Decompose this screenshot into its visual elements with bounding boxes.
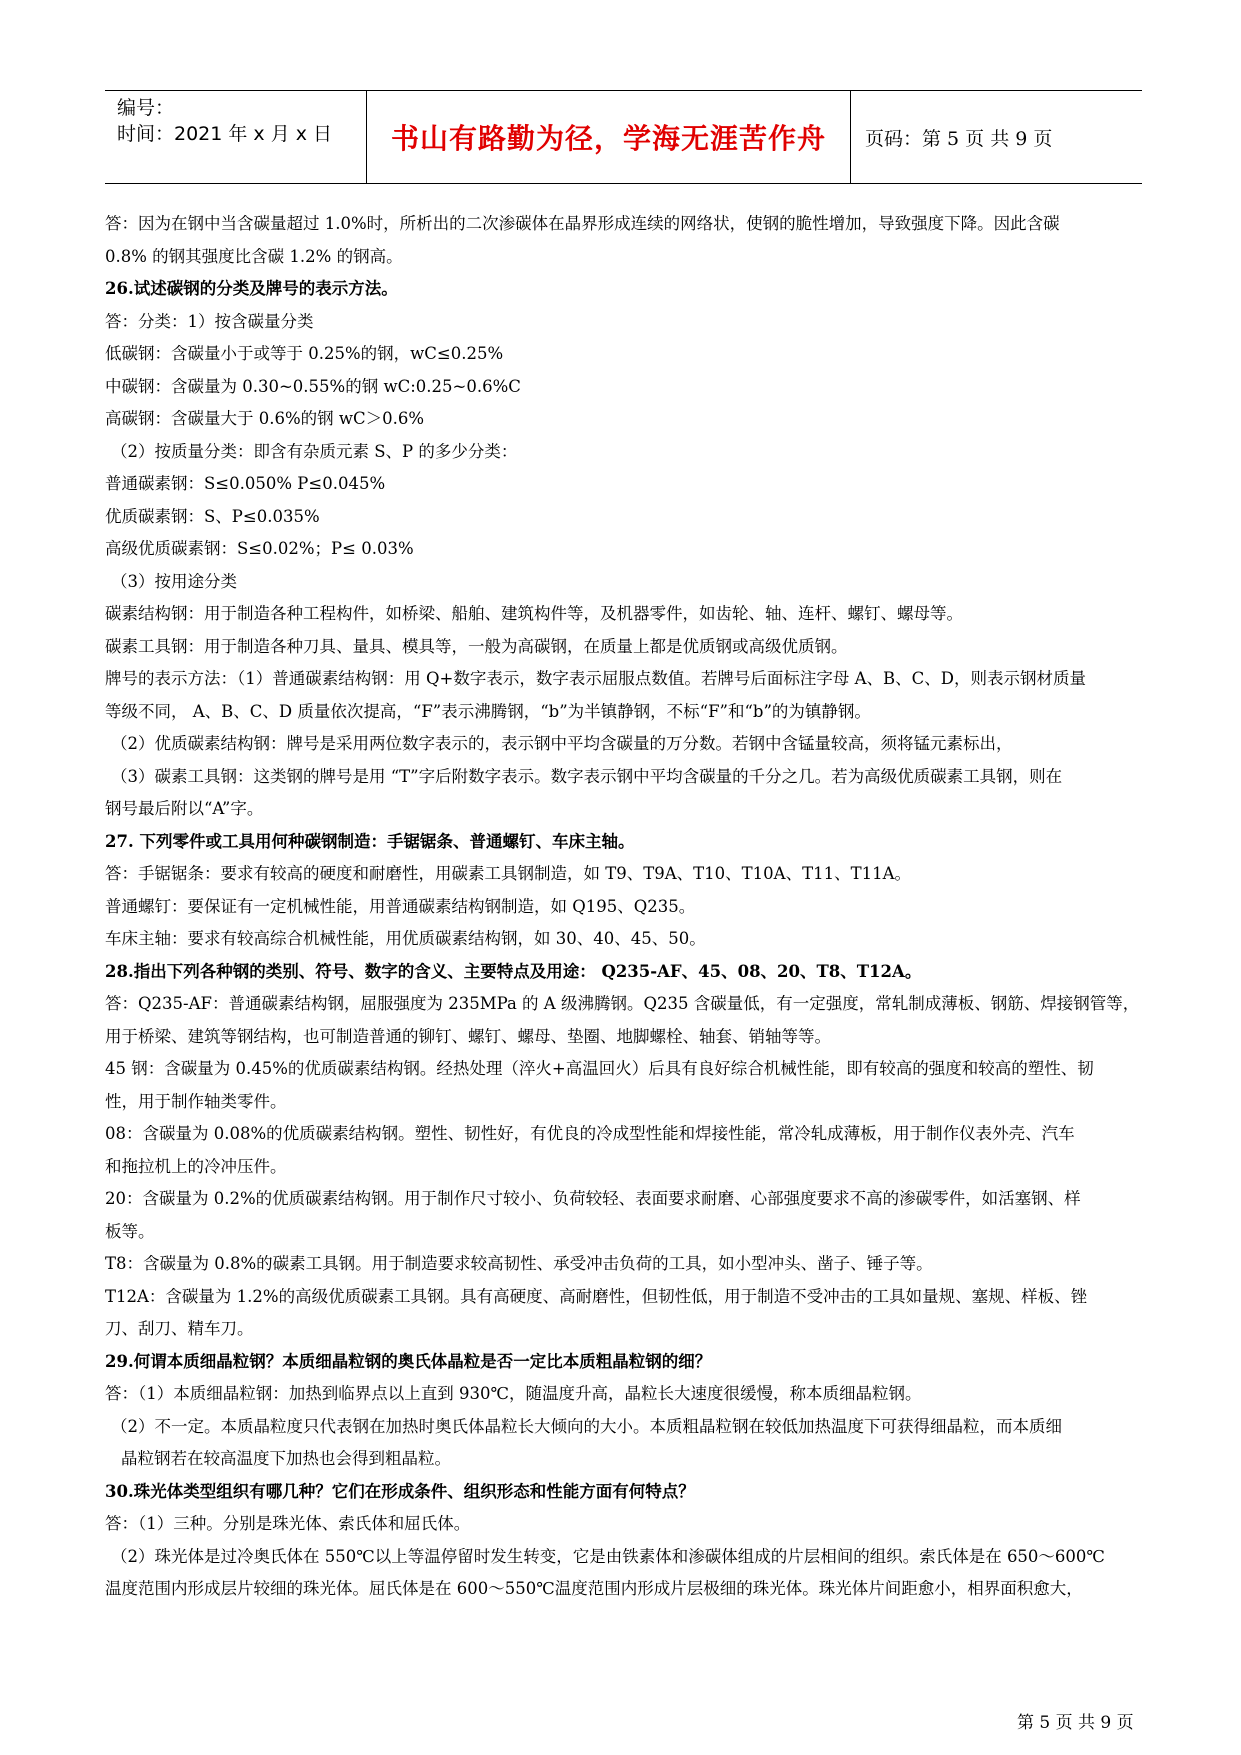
text-line: 用于桥梁、建筑等钢结构，也可制造普通的铆钉、螺钉、螺母、垫圈、地脚螺栓、轴套、销轴等等。 xyxy=(105,1026,831,1046)
question-heading: 29.何谓本质细晶粒钢？本质细晶粒钢的奥氏体晶粒是否一定比本质粗晶粒钢的细？ xyxy=(105,1351,712,1371)
text-line: 答：Q235-AF：普通碳素结构钢，屈服强度为 235MPa 的 A 级沸腾钢。Q235 含碳量低，有一定强度，常轧制成薄板、钢筋、焊接钢管等， xyxy=(105,994,1140,1013)
text-line: 高级优质碳素钢：S≤0.02%；P≤ 0.03% xyxy=(105,539,414,558)
text-line: T8：含碳量为 0.8%的碳素工具钢。用于制造要求较高韧性、承受冲击负荷的工具，如小型冲头、凿子、锤子等。 xyxy=(105,1254,933,1273)
doc-number: 编号： xyxy=(117,97,175,119)
question-heading: 30.珠光体类型组织有哪几种？它们在形成条件、组织形态和性能方面有何特点？ xyxy=(105,1481,695,1501)
header-info xyxy=(105,91,367,183)
text-line: 等级不同， A、B、C、D 质量依次提高，“F”表示沸腾钢，“b”为半镇静钢，不标“F”和“b”的为镇静钢。 xyxy=(105,701,871,721)
text-line: 性，用于制作轴类零件。 xyxy=(105,1091,287,1111)
question-heading: 26.试述碳钢的分类及牌号的表示方法。 xyxy=(105,279,398,298)
text-line: 答：（1）本质细晶粒钢：加热到临界点以上直到 930℃，随温度升高，晶粒长大速度很缓慢，称本质细晶粒钢。 xyxy=(105,1384,922,1403)
text-line: （2）优质碳素结构钢：牌号是采用两位数字表示的，表示钢中平均含碳量的万分数。若钢中含锰量较高，须将锰元素标出， xyxy=(111,734,1013,753)
text-line: 20：含碳量为 0.2%的优质碳素结构钢。用于制作尺寸较小、负荷较轻、表面要求耐磨、心部强度要求不高的渗碳零件，如活塞钢、样 xyxy=(105,1189,1081,1208)
text-line: 0.8% 的钢其强度比含碳 1.2% 的钢高。 xyxy=(105,246,403,266)
text-line: 08：含碳量为 0.08%的优质碳素结构钢。塑性、韧性好，有优良的冷成型性能和焊接性能，常冷轧成薄板，用于制作仪表外壳、汽车 xyxy=(105,1124,1075,1143)
text-line: （2）不一定。本质晶粒度只代表钢在加热时奥氏体晶粒长大倾向的大小。本质粗晶粒钢在较低加热温度下可获得细晶粒，而本质细 xyxy=(111,1416,1062,1436)
text-line: 和拖拉机上的冷冲压件。 xyxy=(105,1156,287,1176)
document-body xyxy=(105,208,1168,1606)
text-line: 牌号的表示方法：（1）普通碳素结构钢：用 Q+数字表示，数字表示屈服点数值。若牌号后面标注字母 A、B、C、D，则表示钢材质量 xyxy=(105,669,1086,688)
text-line: 板等。 xyxy=(105,1221,155,1241)
text-line: 中碳钢：含碳量为 0.30~0.55%的钢 wC:0.25~0.6%C xyxy=(105,376,521,396)
text-line: 答：因为在钢中当含碳量超过 1.0%时，所析出的二次渗碳体在晶界形成连续的网络状，使钢的脆性增加，导致强度下降。因此含碳 xyxy=(105,214,1060,233)
header-motto: 书山有路勤为径，学海无涯苦作舟 xyxy=(367,91,851,183)
text-line: 车床主轴：要求有较高综合机械性能，用优质碳素结构钢，如 30、40、45、50。 xyxy=(105,929,706,948)
text-line: 普通碳素钢：S≤0.050% P≤0.045% xyxy=(105,474,386,493)
text-line: 答：手锯锯条：要求有较高的硬度和耐磨性，用碳素工具钢制造，如 T9、T9A、T10、T10A、T11、T11A。 xyxy=(105,864,912,883)
question-heading: 28.指出下列各种钢的类别、符号、数字的含义、主要特点及用途： Q235-AF、45、08、20、T8、T12A。 xyxy=(105,961,922,981)
text-line: （2）珠光体是过冷奥氏体在 550℃以上等温停留时发生转变，它是由铁素体和渗碳体组成的片层相间的组织。索氏体是在 650～600℃ xyxy=(111,1546,1105,1566)
text-line: 温度范围内形成层片较细的珠光体。屈氏体是在 600～550℃温度范围内形成片层极细的珠光体。珠光体片间距愈小，相界面积愈大， xyxy=(105,1579,1083,1598)
text-line: 普通螺钉：要保证有一定机械性能，用普通碳素结构钢制造，如 Q195、Q235。 xyxy=(105,896,696,916)
page-footer: 第 5 页 共 9 页 xyxy=(1017,1713,1134,1733)
text-line: 优质碳素钢：S、P≤0.035% xyxy=(105,506,320,526)
text-line: 碳素结构钢：用于制造各种工程构件，如桥梁、船舶、建筑构件等，及机器零件，如齿轮、轴、连杆、螺钉、螺母等。 xyxy=(105,604,963,623)
text-line: 晶粒钢若在较高温度下加热也会得到粗晶粒。 xyxy=(121,1449,451,1468)
text-line: 碳素工具钢：用于制造各种刀具、量具、模具等，一般为高碳钢，在质量上都是优质钢或高级优质钢。 xyxy=(105,636,848,656)
text-line: 高碳钢：含碳量大于 0.6%的钢 wC＞0.6% xyxy=(105,409,425,428)
question-heading: 27. 下列零件或工具用何种碳钢制造：手锯锯条、普通螺钉、车床主轴。 xyxy=(105,831,635,851)
text-line: 答：分类：1）按含碳量分类 xyxy=(105,311,314,331)
header-page-number: 页码：第 5 页 共 9 页 xyxy=(865,127,1053,150)
page-header xyxy=(105,90,1142,184)
text-line: （3）碳素工具钢：这类钢的牌号是用 “T”字后附数字表示。数字表示钢中平均含碳量的千分之几。若为高级优质碳素工具钢，则在 xyxy=(111,766,1063,786)
text-line: （3）按用途分类 xyxy=(111,571,237,591)
text-line: 刀、刮刀、精车刀。 xyxy=(105,1319,254,1338)
text-line: 低碳钢：含碳量小于或等于 0.25%的钢，wC≤0.25% xyxy=(105,344,504,363)
doc-date: 时间：2021 年 x 月 x 日 xyxy=(117,123,333,145)
text-line: 答：（1）三种。分别是珠光体、索氏体和屈氏体。 xyxy=(105,1514,471,1533)
text-line: 钢号最后附以“A”字。 xyxy=(105,799,264,818)
text-line: T12A：含碳量为 1.2%的高级优质碳素工具钢。具有高硬度、高耐磨性，但韧性低，用于制造不受冲击的工具如量规、塞规、样板、锉 xyxy=(105,1286,1088,1306)
text-line: （2）按质量分类：即含有杂质元素 S、P 的多少分类： xyxy=(111,441,518,461)
text-line: 45 钢：含碳量为 0.45%的优质碳素结构钢。经热处理（淬火+高温回火）后具有良好综合机械性能，即有较高的强度和较高的塑性、韧 xyxy=(105,1059,1094,1078)
